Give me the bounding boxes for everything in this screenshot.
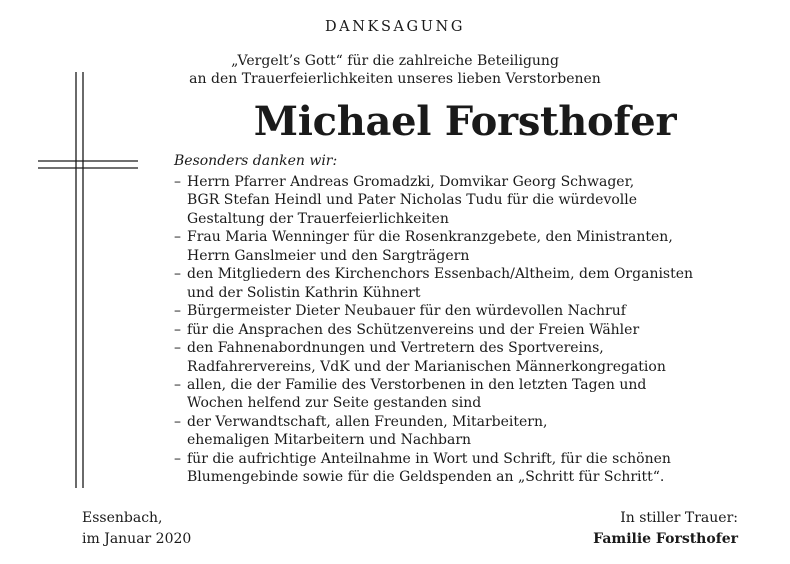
list-dash: – (174, 229, 181, 246)
intro-line-2: an den Trauerfeierlichkeiten unseres lieben Verstorbenen (189, 71, 601, 87)
footer-place: Essenbach, (82, 510, 163, 526)
footer-closing: In stiller Trauer: (620, 510, 738, 526)
list-item-text: Frau Maria Wenninger für die Rosenkranzgebete, den Ministranten, Herrn Ganslmeier und den Sargträgern (187, 229, 673, 264)
list-dash: – (174, 413, 181, 430)
list-item-text: für die aufrichtige Anteilnahme in Wort und Schrift, für die schönen Blumengebinde sowie für die Geldspenden an „Schritt für Schritt“. (187, 450, 671, 486)
thanks-list (174, 173, 770, 487)
list-item-text: den Fahnenabordnungen und Vertretern des Sportvereins, Radfahrervereins, VdK und der Marianischen Männerkongregation (187, 340, 666, 375)
list-dash: – (174, 266, 181, 283)
list-item (174, 413, 770, 450)
list-item-text: Bürgermeister Dieter Neubauer für den würdevollen Nachruf (187, 303, 626, 320)
list-dash: – (174, 340, 181, 357)
deceased-name: Michael Forsthofer (253, 98, 677, 145)
footer-place-date (82, 508, 191, 550)
list-dash: – (174, 321, 181, 338)
footer-family: Familie Forsthofer (593, 531, 738, 547)
list-item-text: der Verwandtschaft, allen Freunden, Mitarbeitern, ehemaligen Mitarbeitern und Nachbarn (187, 413, 548, 449)
list-dash: – (174, 174, 181, 190)
list-dash: – (174, 376, 181, 393)
list-item (174, 228, 770, 265)
footer-signature (593, 508, 738, 550)
list-dash: – (174, 450, 181, 467)
list-item (174, 321, 770, 339)
list-item (174, 450, 770, 487)
list-item (174, 173, 770, 228)
list-dash: – (174, 303, 181, 320)
list-item-text: den Mitgliedern des Kirchenchors Essenbach/Altheim, dem Organisten und der Solistin Kathrin Kühnert (187, 266, 694, 301)
list-item (174, 376, 770, 413)
list-item (174, 265, 770, 302)
notice-heading: DANKSAGUNG (324, 19, 466, 35)
list-item (174, 302, 770, 320)
thanks-heading: Besonders danken wir: (174, 153, 338, 169)
footer-date: im Januar 2020 (82, 531, 192, 547)
list-item (174, 339, 770, 376)
intro-line-1: „Vergelt’s Gott“ für die zahlreiche Beteiligung (231, 53, 559, 69)
cross-icon (38, 70, 138, 490)
list-item-text: allen, die der Familie des Verstorbenen in den letzten Tagen und Wochen helfend zur Seite gestanden sind (187, 376, 647, 412)
list-item-text: Herrn Pfarrer Andreas Gromadzki, Domvikar Georg Schwager, BGR Stefan Heindl und Pater Nicholas Tudu für die würdevolle Gestaltung der Trauerfeierlichkeiten (187, 174, 638, 227)
list-item-text: für die Ansprachen des Schützenvereins und der Freien Wähler (187, 321, 640, 338)
